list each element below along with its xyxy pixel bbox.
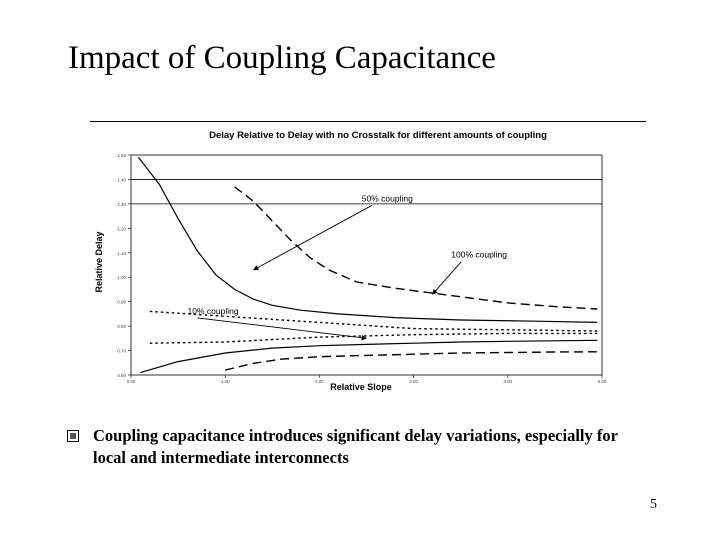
y-tick-label-8: 1.40 <box>117 177 126 183</box>
series-line-1 <box>235 187 598 309</box>
series-line-0 <box>139 157 598 322</box>
y-tick-label-9: 1.50 <box>117 153 126 158</box>
y-axis-label: Relative Delay <box>94 231 104 293</box>
chart <box>88 122 648 396</box>
annotation-label-2: 10% coupling <box>187 305 239 316</box>
annotation-label-1: 100% coupling <box>451 249 508 260</box>
series-line-3 <box>150 333 598 343</box>
x-tick-label-3: 3.00 <box>409 379 418 384</box>
y-tick-label-7: 1.30 <box>117 201 126 207</box>
y-tick-label-0: 0.60 <box>117 373 126 378</box>
y-tick-label-1: 0.70 <box>117 348 126 354</box>
x-tick-label-1: 1.00 <box>220 379 230 384</box>
annotation-label-0: 50% coupling <box>361 193 413 204</box>
y-tick-label-5: 1.10 <box>117 250 126 256</box>
annotation-arrow-2 <box>198 318 367 338</box>
y-tick-label-3: 0.90 <box>117 299 126 305</box>
slide-title: Impact of Coupling Capacitance <box>68 40 496 76</box>
annotation-arrow-1 <box>432 262 461 295</box>
x-tick-label-0: 0.00 <box>126 379 136 384</box>
chart-svg <box>88 122 648 396</box>
chart-title: Delay Relative to Delay with no Crosstalk for different amounts of coupling <box>209 130 547 141</box>
y-tick-label-6: 1.20 <box>117 226 126 232</box>
series-line-4 <box>140 340 597 372</box>
y-tick-label-2: 0.80 <box>117 324 126 330</box>
y-tick-label-4: 1.00 <box>117 275 126 281</box>
x-tick-label-5: 5.00 <box>597 379 607 384</box>
series-line-5 <box>225 352 597 370</box>
bullet-text: Coupling capacitance introduces significant delay variations, especially for local and intermediate interconnects <box>93 426 618 467</box>
x-tick-label-2: 2.00 <box>315 379 324 384</box>
x-tick-label-4: 4.00 <box>503 379 513 384</box>
annotation-arrow-0 <box>253 205 371 269</box>
bullet-marker <box>67 430 79 442</box>
x-axis-label: Relative Slope <box>330 382 392 392</box>
page-number: 5 <box>650 497 657 512</box>
